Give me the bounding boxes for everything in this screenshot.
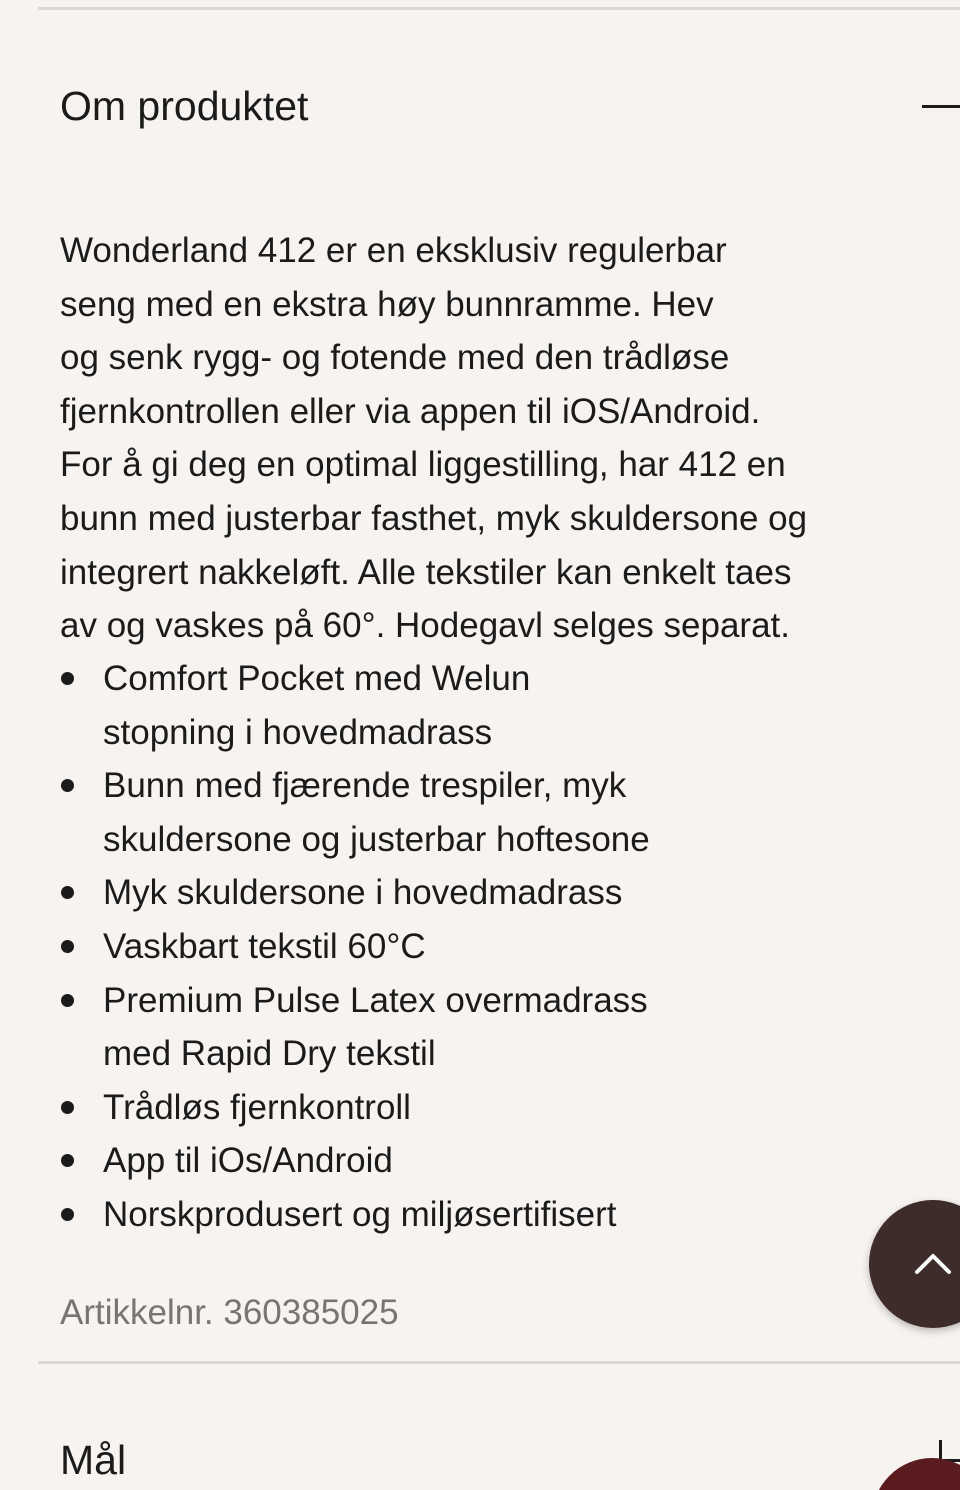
feature-list xyxy=(60,652,760,1242)
bullet-icon xyxy=(61,940,74,953)
dimensions-accordion-header[interactable] xyxy=(0,1420,960,1490)
bullet-icon xyxy=(61,1154,74,1167)
feature-item xyxy=(60,1188,760,1242)
feature-line: Myk skuldersone i hovedmadrass xyxy=(103,873,623,913)
bullet-icon xyxy=(61,672,74,685)
feature-line: App til iOs/Android xyxy=(103,1141,393,1181)
top-divider xyxy=(38,7,960,10)
feature-item xyxy=(60,920,760,974)
feature-item xyxy=(60,866,760,920)
feature-item xyxy=(60,974,760,1081)
bullet-icon xyxy=(61,1208,74,1221)
section-divider xyxy=(38,1361,960,1364)
feature-line: Bunn med fjærende trespiler, myk xyxy=(103,766,627,806)
description-line: og senk rygg- og fotende med den trådløse xyxy=(60,338,730,378)
article-number: Artikkelnr. 360385025 xyxy=(60,1293,399,1332)
product-description xyxy=(60,224,900,653)
feature-line: Norskprodusert og miljøsertifisert xyxy=(103,1194,617,1234)
feature-item xyxy=(60,1081,760,1135)
feature-line: Vaskbart tekstil 60°C xyxy=(103,926,426,966)
feature-item xyxy=(60,759,760,866)
feature-line: Comfort Pocket med Welun xyxy=(103,659,531,698)
about-product-accordion-header[interactable] xyxy=(0,66,960,146)
feature-line: Premium Pulse Latex overmadrass xyxy=(103,980,648,1020)
feature-line: Trådløs fjernkontroll xyxy=(103,1087,411,1127)
description-line: integrert nakkeløft. Alle tekstiler kan enkelt taes xyxy=(60,552,792,592)
description-line: seng med en ekstra høy bunnramme. Hev xyxy=(60,284,714,324)
feature-line: stopning i hovedmadrass xyxy=(103,712,493,752)
feature-line: med Rapid Dry tekstil xyxy=(103,1034,436,1074)
minus-icon[interactable] xyxy=(922,105,960,108)
description-line: For å gi deg en optimal liggestilling, har 412 en xyxy=(60,445,786,485)
bullet-icon xyxy=(61,886,74,899)
bullet-icon xyxy=(61,1101,74,1114)
chevron-up-icon xyxy=(913,1246,953,1282)
scroll-to-top-button[interactable] xyxy=(869,1200,960,1328)
feature-item xyxy=(60,1134,760,1188)
description-line: fjernkontrollen eller via appen til iOS/Android. xyxy=(60,391,761,431)
description-line: Wonderland 412 er en eksklusiv regulerbar xyxy=(60,231,727,270)
description-line: bunn med justerbar fasthet, myk skuldersone og xyxy=(60,498,808,538)
description-line: av og vaskes på 60°. Hodegavl selges separat. xyxy=(60,606,790,646)
feature-item xyxy=(60,652,760,759)
dimensions-title: Mål xyxy=(60,1437,127,1483)
bullet-icon xyxy=(61,994,74,1007)
bullet-icon xyxy=(61,779,74,792)
feature-line: skuldersone og justerbar hoftesone xyxy=(103,819,650,859)
about-product-title: Om produktet xyxy=(60,83,309,129)
